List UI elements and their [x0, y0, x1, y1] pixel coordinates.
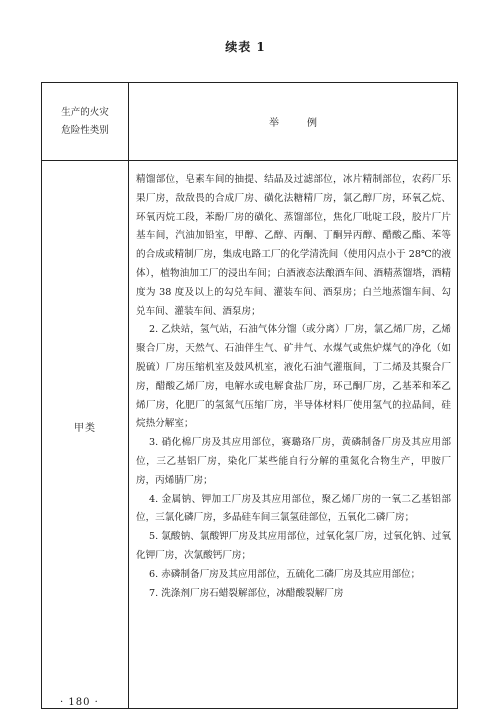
page-number: · 180 · — [60, 697, 99, 708]
header-category-cell — [42, 83, 129, 161]
example-paragraph-4: 4. 金属钠、钾加工厂房及其应用部位，聚乙烯厂房的一氧二乙基铝部位，三氯化磷厂房，多晶硅车间三氯氢硅部位，五氧化二磷厂房； — [136, 493, 451, 524]
table-header-row — [42, 83, 458, 161]
example-paragraph-3: 3. 硝化棉厂房及其应用部位，赛璐珞厂房，黄磷制备厂房及其应用部位，三乙基铝厂房，染化厂某些能自行分解的重氮化合物生产，甲胺厂房，丙烯腈厂房； — [136, 437, 451, 486]
table-caption: 续表 1 — [225, 40, 266, 54]
example-paragraph-6: 6. 赤磷制备厂房及其应用部位，五硫化二磷厂房及其应用部位； — [149, 568, 421, 580]
example-paragraph-2: 2. 乙炔站，氢气站，石油气体分馏（或分离）厂房，氯乙烯厂房，乙烯聚合厂房，天然气、石油伴生气、矿井气、水煤气或焦炉煤气的净化（如脱硫）厂房压缩机室及鼓风机室，液化石油气灌瓶间，丁二烯及其聚合厂房，醋酸乙烯厂房，电解水或电解食盐厂房，环己酮厂房，乙基苯和苯乙烯厂房，化肥厂的氢氮气压缩厂房，半导体材料厂使用氢气的拉晶间，硅烷热分解室； — [136, 324, 451, 430]
example-paragraph-5: 5. 氯酸钠、氯酸钾厂房及其应用部位，过氧化氢厂房，过氧化钠、过氧化钾厂房，次氯酸钙厂房； — [136, 531, 451, 561]
example-paragraph-1: 精馏部位，皂素车间的抽提、结晶及过滤部位，冰片精制部位，农药厂乐果厂房，敌敌畏的合成厂房、磺化法糖精厂房，氯乙醇厂房，环氧乙烷、环氧丙烷工段，苯酚厂房的磺化、蒸馏部位，焦化厂吡啶工段，胶片厂片基车间，汽油加铅室，甲醇、乙醇、丙酮、丁酮异丙醇、醋酸乙酯、苯等的合成或精制厂房，集成电路工厂的化学清洗间（使用闪点小于 28℃的液体），植物油加工厂的浸出车间；白酒液态法酿酒车间、酒精蒸馏塔，酒精度为 38 度及以上的勾兑车间、灌装车间、酒泵房；白兰地蒸馏车间、勾兑车间、灌装车间、酒泵房； — [136, 174, 451, 317]
header-examples-cell: 举例 — [129, 83, 458, 161]
example-paragraph-7: 7. 洗涤剂厂房石蜡裂解部位，冰醋酸裂解厂房 — [149, 587, 344, 599]
examples-cell — [129, 161, 458, 709]
header-category-line1: 生产的火灾 — [61, 106, 109, 118]
category-cell — [42, 161, 129, 709]
header-category-line2: 危险性类别 — [61, 124, 109, 136]
fire-hazard-table — [41, 82, 458, 709]
category-label: 甲类 — [74, 423, 96, 434]
table-row — [42, 161, 458, 709]
